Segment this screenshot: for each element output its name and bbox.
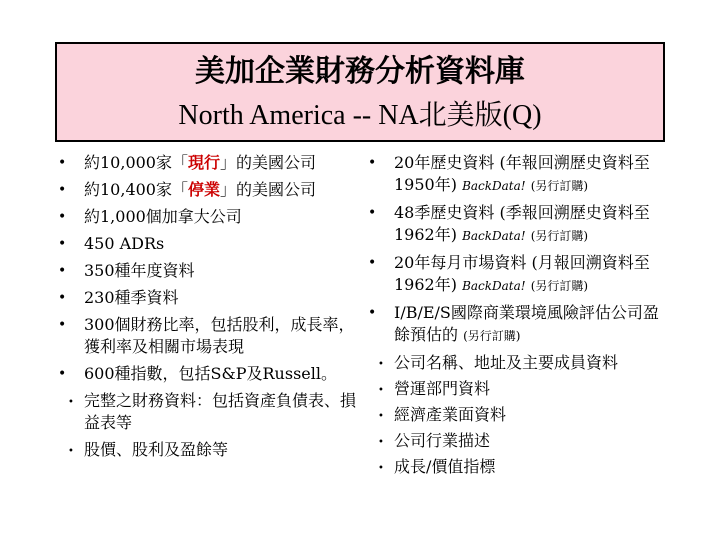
title-box xyxy=(55,42,665,142)
list-item: • 230種季資料 xyxy=(58,288,179,307)
list-item: • 約1,000個加拿大公司 xyxy=(58,207,242,226)
bullet-icon: • xyxy=(58,317,67,333)
bullet-icon: • xyxy=(368,205,377,221)
list-item: • 完整之財務資料：包括資產負債表、損益表等 xyxy=(68,391,357,432)
list-item: • I/B/E/S國際商業環境風險評估公司盈餘預估的 (另行訂購) xyxy=(368,303,659,344)
list-item: • 成長/價值指標 xyxy=(368,456,668,478)
bullet-icon: • xyxy=(378,463,384,474)
bullet-icon: • xyxy=(378,359,384,370)
list-item: • 48季歷史資料 (季報回溯歷史資料至1962年) BackData! (另行訂購) xyxy=(368,203,650,244)
list-item: • 公司行業描述 xyxy=(368,430,668,452)
list-item: • 營運部門資料 xyxy=(368,378,668,400)
list-item: • 公司名稱、地址及主要成員資料 xyxy=(368,352,668,374)
bullet-icon: • xyxy=(58,290,67,306)
bullet-icon: • xyxy=(68,397,74,408)
order-label: (另行訂購) xyxy=(530,179,589,193)
title-chinese: 美加企業財務分析資料庫 xyxy=(195,54,525,89)
order-label: (另行訂購) xyxy=(463,329,521,343)
list-item: • 20年歷史資料 (年報回溯歷史資料至1950年) BackData! (另行訂購) xyxy=(368,153,650,194)
bullet-icon: • xyxy=(58,209,67,225)
bullet-icon: • xyxy=(58,155,67,171)
order-label: (另行訂購) xyxy=(530,279,589,293)
title-english: North America -- NA北美版(Q) xyxy=(178,100,542,131)
bullet-icon: • xyxy=(368,155,377,171)
list-item: • 600種指數，包括S&P及Russell。 xyxy=(58,364,337,383)
bullet-icon: • xyxy=(378,385,384,396)
list-item: • 20年每月市場資料 (月報回溯資料至1962年) BackData! (另行訂購) xyxy=(368,253,650,294)
backdata-label: BackData! xyxy=(462,179,526,193)
list-item: • 股價、股利及盈餘等 xyxy=(58,439,358,461)
list-item: • 約10,400家「停業」的美國公司 xyxy=(58,180,317,199)
highlight-inactive: 停業 xyxy=(188,180,221,199)
highlight-active: 現行 xyxy=(188,153,221,172)
right-column xyxy=(368,152,668,482)
order-label: (另行訂購) xyxy=(530,229,589,243)
bullet-icon: • xyxy=(58,182,67,198)
bullet-icon: • xyxy=(58,263,67,279)
bullet-icon: • xyxy=(58,236,67,252)
bullet-icon: • xyxy=(378,411,384,422)
bullet-icon: • xyxy=(68,446,74,457)
bullet-icon: • xyxy=(58,366,67,382)
bullet-icon: • xyxy=(368,255,377,271)
left-column xyxy=(58,152,358,466)
list-item: • 450 ADRs xyxy=(58,234,165,253)
list-item: • 經濟產業面資料 xyxy=(368,404,668,426)
list-item: • 350種年度資料 xyxy=(58,261,195,280)
backdata-label: BackData! xyxy=(462,229,526,243)
bullet-icon: • xyxy=(368,305,377,321)
backdata-label: BackData! xyxy=(462,279,526,293)
list-item: • 300個財務比率，包括股利，成長率，獲利率及相關市場表現 xyxy=(58,315,355,356)
list-item: • 約10,000家「現行」的美國公司 xyxy=(58,153,317,172)
bullet-icon: • xyxy=(378,437,384,448)
